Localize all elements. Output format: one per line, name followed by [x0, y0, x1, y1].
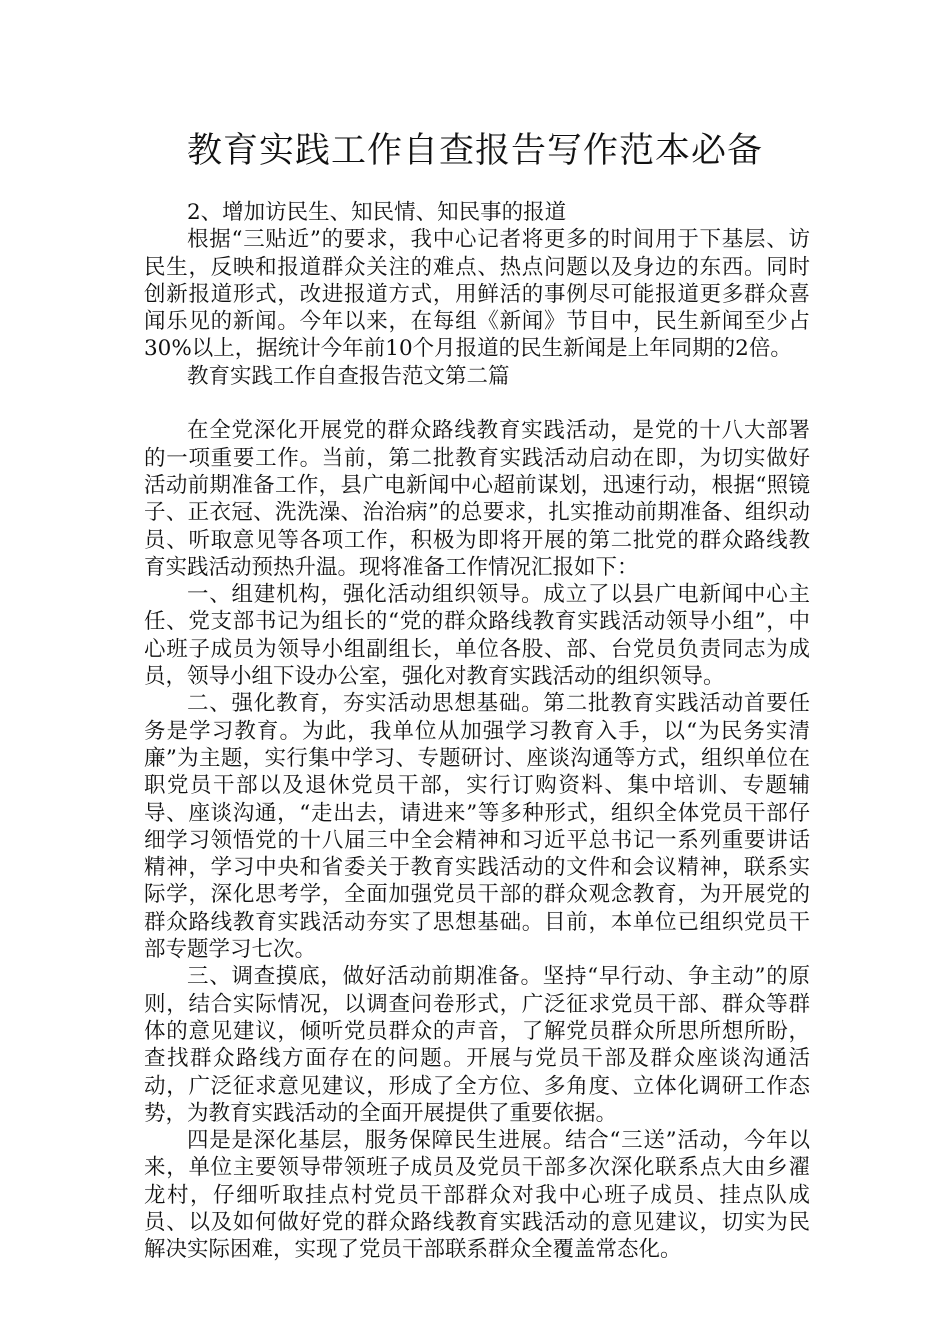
paragraph-2: 在全党深化开展党的群众路线教育实践活动，是党的十八大部署的一项重要工作。当前，第二批教育实践活动启动在即，为切实做好活动前期准备工作，县广电新闻中心超前谋划，迅速行动，根据“照镜子、正衣冠、洗洗澡、治治病”的总要求，扎实推动前期准备、组织动员、听取意见等各项工作，积极为即将开展的第二批党的群众路线教育实践活动预热升温。现将准备工作情况汇报如下：: [144, 418, 810, 580]
section-heading-1: 2、增加访民生、知民情、知民事的报道: [187, 200, 567, 225]
blank-line: [144, 390, 810, 417]
paragraph-6: 四是是深化基层，服务保障民生进展。结合“三送”活动，今年以来，单位主要领导带领班子成员及党员干部多次深化联系点大由乡濯龙村，仔细听取挂点村党员干部群众对我中心班子成员、挂点队成员、以及如何做好党的群众路线教育实践活动的意见建议，切实为民解决实际困难，实现了党员干部联系群众全覆盖常态化。: [144, 1128, 810, 1263]
paragraph-3: 一、组建机构，强化活动组织领导。成立了以县广电新闻中心主任、党支部书记为组长的“党的群众路线教育实践活动领导小组”，中心班子成员为领导小组副组长，单位各股、部、台党员负责同志为成员，领导小组下设办公室，强化对教育实践活动的组织领导。: [144, 582, 810, 690]
document-body: [144, 199, 810, 1264]
paragraph-4: 二、强化教育，夯实活动思想基础。第二批教育实践活动首要任务是学习教育。为此，我单位从加强学习教育入手，以“为民务实清廉”为主题，实行集中学习、专题研讨、座谈沟通等方式，组织单位在职党员干部以及退休党员干部，实行订购资料、集中培训、专题辅导、座谈沟通，“走出去，请进来”等多种形式，组织全体党员干部仔细学习领悟党的十八届三中全会精神和习近平总书记一系列重要讲话精神，学习中央和省委关于教育实践活动的文件和会议精神，联系实际学，深化思考学，全面加强党员干部的群众观念教育，为开展党的群众路线教育实践活动夯实了思想基础。目前，本单位已组织党员干部专题学习七次。: [144, 691, 810, 963]
section-heading-2: 教育实践工作自查报告范文第二篇: [187, 363, 510, 389]
paragraph-5: 三、调查摸底，做好活动前期准备。坚持“早行动、争主动”的原则，结合实际情况，以调查问卷形式，广泛征求党员干部、群众等群体的意见建议，倾听党员群众的声音，了解党员群众所思所想所盼，查找群众路线方面存在的问题。开展与党员干部及群众座谈沟通活动，广泛征求意见建议，形成了全方位、多角度、立体化调研工作态势，为教育实践活动的全面开展提供了重要依据。: [144, 964, 810, 1126]
paragraph-1: 根据“三贴近”的要求，我中心记者将更多的时间用于下基层、访民生，反映和报道群众关注的难点、热点问题以及身边的东西。同时创新报道形式，改进报道方式，用鲜活的事例尽可能报道更多群众喜闻乐见的新闻。今年以来，在每组《新闻》节目中，民生新闻至少占30%以上，据统计今年前10个月报道的民生新闻是上年同期的2倍。: [144, 227, 810, 362]
document-title: 教育实践工作自查报告写作范本必备: [186, 131, 763, 171]
